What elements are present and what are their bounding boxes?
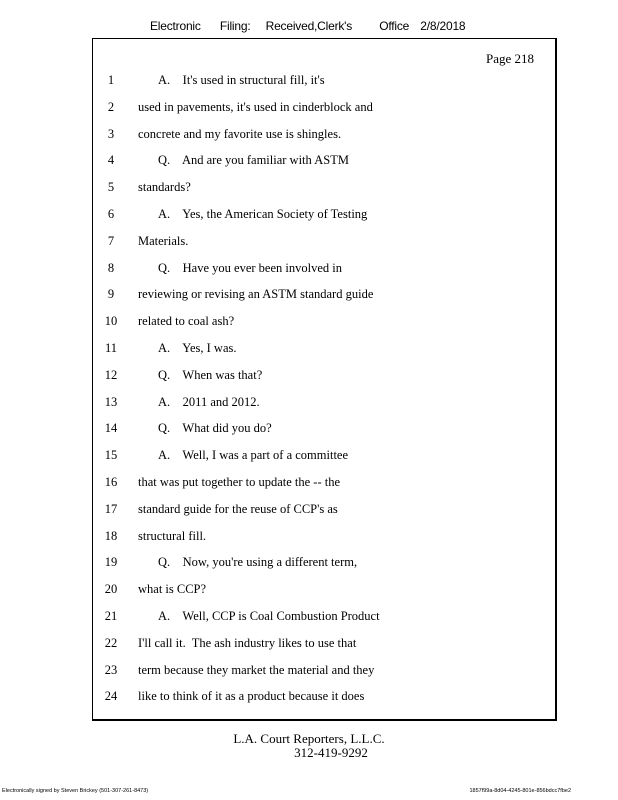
transcript-line [93,73,553,93]
line-text: A. 2011 and 2012. [158,394,260,409]
transcript-line [93,555,553,575]
line-number: 10 [104,314,118,329]
line-number: 8 [107,260,115,275]
line-text: Q. Have you ever been involved in [158,260,342,275]
line-text: Q. What did you do? [158,421,272,436]
line-number: 11 [104,341,118,355]
line-number: 6 [107,207,115,221]
line-number: 24 [104,689,118,704]
line-text: standards? [138,180,191,195]
line-number: 2 [107,99,115,114]
line-number: 22 [104,635,118,650]
transcript-line [93,127,553,147]
line-text: Q. When was that? [158,367,263,382]
signature-text: Electronically signed by Steven Brickey (501-307-261-8473) [2,788,149,794]
line-text: structural fill. [138,528,207,543]
transcript-line [93,502,553,522]
transcript-line [93,261,553,281]
footer-company: L.A. Court Reporters, L.L.C. [233,731,385,746]
filing-date: 2/8/2018 [420,19,466,33]
line-text: A. Well, CCP is Coal Combustion Product [158,609,380,623]
line-text: used in pavements, it's used in cinderblock and [138,99,373,114]
line-text: A. Yes, the American Society of Testing [158,207,368,221]
transcript-line [93,207,553,227]
line-text: A. Yes, I was. [158,341,237,355]
transcript-line [93,582,553,602]
transcript-line [93,421,553,441]
transcript-line [93,153,553,173]
filing-office: Office [379,19,410,33]
line-text: like to think of it as a product because it does [138,689,365,704]
line-number: 20 [104,582,118,597]
transcript-line [93,395,553,415]
line-number: 7 [107,233,115,248]
line-number: 15 [104,448,118,463]
line-text: concrete and my favorite use is shingles. [138,126,342,141]
transcript-line [93,663,553,683]
line-number: 12 [104,367,118,382]
footer [0,732,618,760]
transcript-line [93,314,553,334]
transcript-line [93,234,553,254]
line-number: 23 [104,662,118,677]
line-number: 18 [104,528,118,543]
transcript-line [93,287,553,307]
transcript-line [93,636,553,656]
document-hash: 1857f99a-8d04-4245-801e-856bdcc7fbe2 [469,788,571,794]
filing-electronic: Electronic [150,19,201,33]
line-number: 16 [104,475,118,489]
line-text: A. Well, I was a part of a committee [158,448,349,463]
line-number: 9 [107,287,115,302]
line-text: I'll call it. The ash industry likes to use that [138,635,357,650]
transcript-line [93,368,553,388]
line-number: 3 [107,126,115,141]
transcript-line [93,609,553,629]
transcript-line [93,529,553,549]
line-text: Q. And are you familiar with ASTM [158,153,349,168]
line-text: A. It's used in structural fill, it's [158,73,325,87]
page-number: Page 218 [485,51,534,66]
line-number: 14 [104,421,118,436]
line-text: term because they market the material and they [138,662,375,677]
line-text: that was put together to update the -- the [138,475,341,489]
transcript-page [92,38,557,721]
transcript-line [93,180,553,200]
line-text: reviewing or revising an ASTM standard guide [138,287,374,302]
filing-label: Filing: [219,19,251,33]
line-number: 5 [107,180,115,195]
line-number: 21 [104,609,118,623]
line-number: 13 [104,394,118,409]
filing-header [150,19,465,33]
line-number: 1 [107,73,115,87]
filing-received: Received,Clerk's [265,19,353,33]
transcript-line [93,689,553,709]
line-text: what is CCP? [138,582,207,597]
line-number: 17 [104,501,118,516]
transcript-line [93,100,553,120]
transcript-line [93,475,553,495]
line-text: Materials. [138,233,189,248]
line-text: Q. Now, you're using a different term, [158,555,358,570]
line-number: 19 [104,555,118,570]
line-text: standard guide for the reuse of CCP's as [138,501,338,516]
line-text: related to coal ash? [138,314,235,329]
footer-phone: 312-419-9292 [294,745,368,760]
transcript-line [93,341,553,361]
line-number: 4 [107,153,115,168]
transcript-line [93,448,553,468]
